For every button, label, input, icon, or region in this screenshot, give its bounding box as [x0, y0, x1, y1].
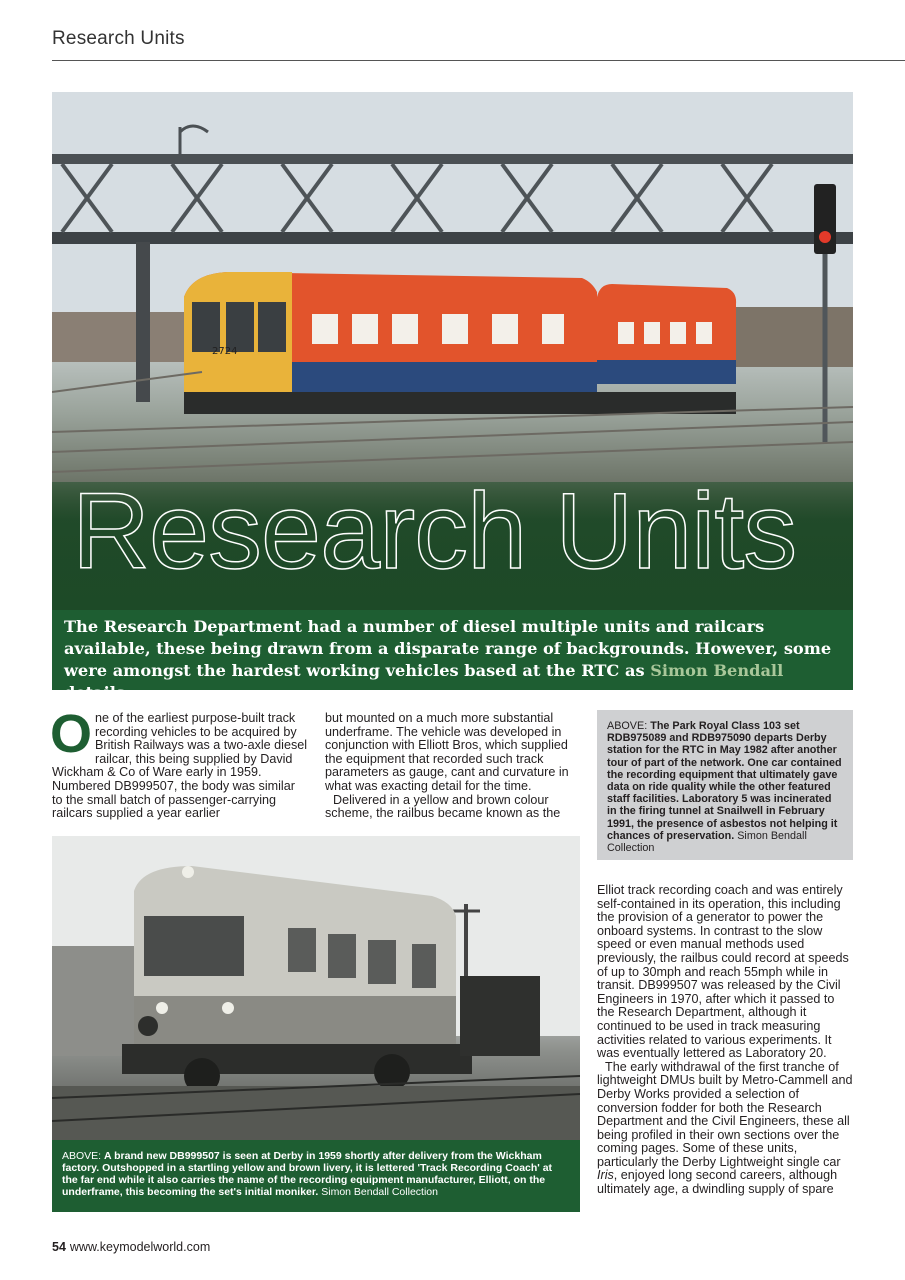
- photo-caption-top: [597, 710, 853, 860]
- body-paragraph: The early withdrawal of the first tranche of lightweight DMUs built by Metro-Cammell and Derby Works provided a selection of conversion fodder for both the Research Department and the Civil Engineers, these all being profiled in their own sections over the coming pages. Some of these units, particularly the Derby Lightweight single car Iris, enjoyed long second careers, although ultimately age, a dwindling supply of spare: [597, 1059, 853, 1197]
- standfirst-text: The Research Department had a number of diesel multiple units and railcars available, these being drawn from a disparate range of backgrounds. However, some were amongst the hardest working vehicles based at the RTC as: [64, 617, 832, 680]
- standfirst: [52, 610, 853, 702]
- author-byline: Simon Bendall: [650, 661, 784, 680]
- caption-text: A brand new DB999507 is seen at Derby in 1959 shortly after delivery from the Wickham factory. Outshopped in a startling yellow and brown livery, it is lettered 'Track Recording Coach' at the far end while it also carries the name of the recording equipment manufacturer, Elliott, on the underframe, this becoming the set's initial moniker.: [62, 1150, 553, 1198]
- hero-photo: [52, 92, 853, 610]
- dropcap: O: [50, 704, 93, 764]
- svg-text:2724: 2724: [212, 346, 238, 357]
- caption-credit: Simon Bendall Collection: [318, 1186, 438, 1198]
- body-paragraph: Elliot track recording coach and was entirely self-contained in its operation, this including the provision of a generator to power the onboard systems. In contrast to the slow speed or even manual methods used previously, the railbus could record at speeds of up to 30mph and reach 55mph while in transit. DB999507 was released by the Civil Engineers in 1970, after which it passed to the Research Department, although it continued to be used in track measuring activities related to various experiments. It was eventually lettered as Laboratory 20.: [597, 883, 849, 1061]
- body-paragraph: One of the earliest purpose-built track recording vehicles to be acquired by British Railways was a two-axle diesel railcar, this being supplied by David Wickham & Co of Ware early in 1959. Numbered DB999507, the body was similar to the small batch of passenger-carrying railcars supplied a year earlier: [50, 704, 308, 821]
- body-column-3: [597, 884, 853, 1197]
- standfirst-end: details.: [64, 683, 131, 702]
- body-paragraph: but mounted on a much more substantial underframe. The vehicle was developed in conjunction with Elliott Bros, which supplied the equipment that recorded such track parameters as gauge, cant and curvature in what was exacting detail for the time.: [325, 711, 569, 793]
- body-column-2: [325, 712, 577, 821]
- feature-title: Research Units: [72, 470, 797, 591]
- caption-label: ABOVE:: [62, 1150, 105, 1162]
- railbus-illustration: [52, 836, 580, 1142]
- footer-url: www.keymodelworld.com: [69, 1240, 211, 1254]
- page-number: 54: [52, 1240, 66, 1254]
- running-header: [52, 28, 905, 61]
- caption-credit: Simon Bendall Collection: [607, 829, 807, 855]
- italic-name: Iris: [597, 1168, 614, 1183]
- body-paragraph: Delivered in a yellow and brown colour scheme, the railbus became known as the: [325, 792, 561, 821]
- railbus-photo: [52, 836, 580, 1142]
- page-footer: [52, 1240, 210, 1254]
- photo-caption-bottom: [52, 1140, 580, 1212]
- caption-label: ABOVE:: [607, 720, 651, 732]
- body-column-1: [50, 704, 308, 821]
- caption-text: The Park Royal Class 103 set RDB975089 and RDB975090 departs Derby station for the RTC in May 1982 after another tour of part of the network. One car contained the recording equipment that ultimately gave data on ride quality while the other featured staff facilities. Laboratory 5 was incinerated in the firing tunnel at Snailwell in February 1991, the presence of asbestos not helping it chances of preservation.: [607, 720, 842, 842]
- section-title: Research Units: [52, 28, 185, 49]
